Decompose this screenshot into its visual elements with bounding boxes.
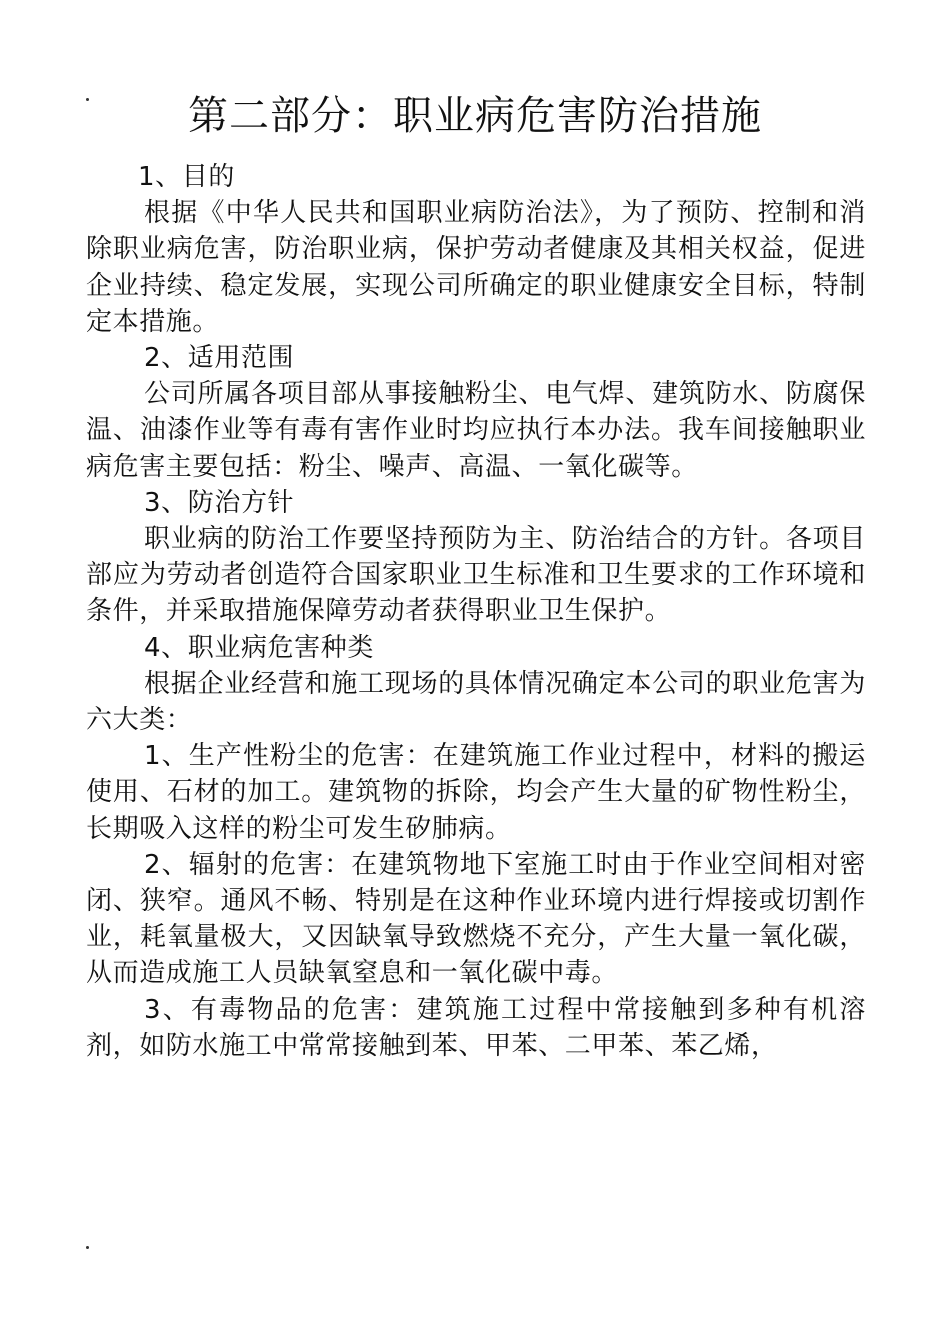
page-title: 第二部分：职业病危害防治措施 bbox=[188, 93, 762, 139]
paragraph-purpose: 根据《中华人民共和国职业病防治法》，为了预防、控制和消除职业病危害，防治职业病，保护劳动者健康及其相关权益，促进企业持续、稳定发展，实现公司所确定的职业健康安全目标，特制定本措施。 bbox=[86, 198, 866, 337]
paragraph-hazard-types: 根据企业经营和施工现场的具体情况确定本公司的职业危害为六大类： bbox=[86, 668, 866, 736]
list-item-radiation-hazard: 2、辐射的危害：在建筑物地下室施工时由于作业空间相对密闭、狭窄。通风不畅、特别是在这种作业环境内进行焊接或切割作业，耗氧量极大，又因缺氧导致燃烧不充分，产生大量一氧化碳，从而造成施工人员缺氧窒息和一氧化碳中毒。 bbox=[86, 849, 866, 989]
paragraph-scope: 公司所属各项目部从事接触粉尘、电气焊、建筑防水、防腐保温、油漆作业等有毒有害作业时均应执行本办法。我车间接触职业病危害主要包括：粉尘、噪声、高温、一氧化碳等。 bbox=[86, 379, 866, 482]
paragraph-policy: 职业病的防治工作要坚持预防为主、防治结合的方针。各项目部应为劳动者创造符合国家职业卫生标准和卫生要求的工作环境和条件，并采取措施保障劳动者获得职业卫生保护。 bbox=[86, 524, 866, 627]
page-marker-dot bbox=[86, 1246, 89, 1249]
list-item-dust-hazard: 1、生产性粉尘的危害：在建筑施工作业过程中，材料的搬运使用、石材的加工。建筑物的拆除，均会产生大量的矿物性粉尘，长期吸入这样的粉尘可发生矽肺病。 bbox=[86, 741, 866, 844]
list-item-toxic-hazard: 3、有毒物品的危害：建筑施工过程中常接触到多种有机溶剂，如防水施工中常常接触到苯、甲苯、二甲苯、苯乙烯， bbox=[86, 994, 866, 1061]
section-heading-hazard-types: 4、职业病危害种类 bbox=[144, 632, 374, 663]
document-body bbox=[86, 159, 866, 1064]
section-heading-scope: 2、适用范围 bbox=[144, 343, 295, 374]
section-heading-purpose: 1、目的 bbox=[138, 162, 235, 192]
section-heading-policy: 3、防治方针 bbox=[144, 487, 295, 518]
